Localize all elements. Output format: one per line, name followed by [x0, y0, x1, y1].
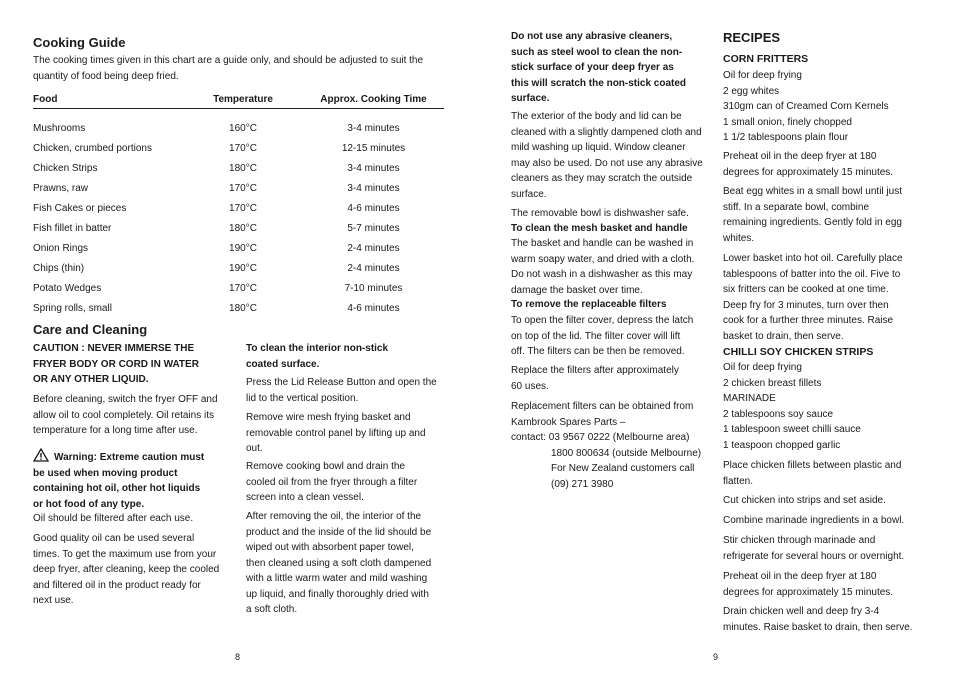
chilli-step-5 [723, 569, 933, 600]
recipes-title: RECIPES [723, 30, 781, 45]
ingredient-line: 2 egg whites [723, 85, 780, 97]
text-line: Remove cooking bowl and drain the [246, 461, 405, 472]
warning-line: such as steel wool to clean the non- [511, 46, 683, 58]
text-line: with a little warm water and mild washing [246, 573, 428, 584]
interior-step-2 [246, 410, 451, 457]
corn-fritters-ingredients [723, 68, 928, 146]
contact-line: For New Zealand customers call [551, 463, 695, 474]
food-cell: Fish fillet in batter [33, 223, 112, 235]
warning-line: Warning: Extreme caution must [54, 452, 205, 463]
corn-fritters-title: CORN FRITTERS [723, 53, 809, 65]
text-line: Deep fry for 3 minutes, turn over then [723, 299, 889, 311]
table-row [33, 299, 444, 319]
ingredient-line: 1 teaspoon chopped garlic [723, 439, 841, 451]
food-cell: Chicken, crumbed portions [33, 142, 152, 154]
text-line: To open the filter cover, depress the latch [511, 315, 694, 326]
table-row [33, 138, 444, 158]
text-line: refrigerate for several hours or overnight. [723, 550, 905, 562]
food-cell: Chicken Strips [33, 162, 98, 174]
interior-step-4 [246, 509, 451, 618]
text-line: Drain chicken well and deep fry 3-4 [723, 606, 880, 617]
warning-line: or hot food of any type. [33, 498, 145, 510]
ingredient-line: 310gm can of Creamed Corn Kernels [723, 101, 889, 112]
caution-line: OR ANY OTHER LIQUID. [33, 374, 149, 385]
text-line: Remove wire mesh frying basket and [246, 412, 411, 423]
text-line: stiff. In a separate bowl, combine [723, 201, 870, 213]
chilli-step-2: Cut chicken into strips and set aside. [723, 495, 886, 506]
time-cell: 2-4 minutes [347, 243, 400, 255]
interior-step-3 [246, 459, 451, 506]
interior-heading [246, 341, 451, 372]
page-number-left: 8 [235, 652, 241, 662]
text-line: Beat egg whites in a small bowl until just [723, 186, 902, 197]
table-row [33, 279, 444, 299]
text-line: Press the Lid Release Button and open the [246, 377, 437, 388]
text-line: allow oil to cool completely. Oil retains its [33, 409, 214, 421]
oil-reuse-paragraph [33, 531, 243, 609]
text-line: lid to the vertical position. [246, 392, 359, 404]
text-line: remaining ingredients. Gently fold in egg [723, 217, 902, 228]
ingredient-line: 1 1/2 tablespoons plain flour [723, 132, 849, 143]
text-line: Preheat oil in the deep fryer at 180 [723, 571, 877, 582]
cooking-guide-intro: The cooking times given in this chart are a guide only, and should be adjusted to suit the quantity of food being deep fried. [33, 55, 424, 82]
text-line: and filtered oil in the product ready for [33, 579, 201, 591]
text-line: cleaned with a slightly dampened cloth and [511, 126, 702, 138]
text-line: The basket and handle can be washed in [511, 238, 694, 249]
text-line: Preheat oil in the deep fryer at 180 [723, 151, 877, 162]
time-cell: 4-6 minutes [347, 202, 400, 214]
text-line: whites. [723, 232, 755, 244]
contact-line: (09) 271 3980 [551, 478, 614, 490]
text-line: Place chicken fillets between plastic and [723, 460, 902, 471]
text-line: warm soapy water, and dried with a cloth. [511, 253, 695, 265]
corn-step-2 [723, 184, 933, 246]
time-cell: 4-6 minutes [347, 303, 400, 315]
text-line: on top of the lid. The filter cover will lift [511, 330, 681, 342]
caution-line: CAUTION : NEVER IMMERSE THE [33, 343, 195, 354]
food-cell: Prawns, raw [33, 182, 89, 194]
mesh-basket-body [511, 236, 716, 298]
time-cell: 3-4 minutes [347, 162, 400, 174]
ingredient-line: MARINADE [723, 393, 776, 404]
contact-line: contact: 03 9567 0222 (Melbourne area) [511, 432, 690, 443]
exterior-cleaning-paragraph [511, 109, 716, 202]
chilli-step-1 [723, 458, 933, 489]
text-line: times. To get the maximum use from your [33, 548, 217, 560]
text-line: a soft cloth. [246, 604, 298, 615]
text-line: Do not wash in a dishwasher as this may [511, 269, 693, 280]
text-line: degrees for approximately 15 minutes. [723, 586, 894, 598]
cooking-guide-title: Cooking Guide [33, 35, 126, 50]
text-line: deep fryer, after cleaning, keep the cooled [33, 564, 220, 575]
food-cell: Mushrooms [33, 122, 86, 134]
temperature-cell: 180°C [229, 162, 257, 174]
dishwasher-note: The removable bowl is dishwasher safe. [511, 208, 689, 219]
heading-line: coated surface. [246, 358, 320, 370]
table-row [33, 178, 444, 198]
filters-body [511, 313, 716, 360]
text-line: Replace the filters after approximately [511, 365, 679, 376]
ingredient-line: 1 small onion, finely chopped [723, 116, 852, 128]
time-cell: 7-10 minutes [344, 283, 403, 295]
table-row [33, 218, 444, 238]
text-line: cleaners as they may scratch the outside [511, 173, 693, 184]
text-line: tablespoons of batter into the oil. Five to [723, 268, 901, 280]
header-temperature: Temperature [213, 94, 273, 105]
text-line: then cleaned using a soft cloth dampened [246, 557, 432, 569]
chilli-soy-title: CHILLI SOY CHICKEN STRIPS [723, 346, 874, 358]
table-row [33, 198, 444, 218]
text-line: After removing the oil, the interior of the [246, 511, 422, 522]
time-cell: 5-7 minutes [347, 223, 400, 235]
text-line: temperature for a long time after use. [33, 425, 198, 436]
table-row [33, 158, 444, 178]
text-line: six fritters can be cooked at one time. [723, 284, 889, 295]
text-line: next use. [33, 595, 74, 606]
ingredient-line: Oil for deep frying [723, 70, 802, 81]
immersion-caution [33, 341, 238, 388]
page-number-right: 9 [713, 652, 719, 662]
temperature-cell: 180°C [229, 223, 257, 235]
interior-step-1 [246, 375, 451, 406]
table-row [33, 118, 444, 138]
warning-triangle-icon [33, 448, 49, 462]
text-line: may also be used. Do not use any abrasive [511, 157, 703, 169]
food-cell: Potato Wedges [33, 283, 102, 295]
chilli-step-3: Combine marinade ingredients in a bowl. [723, 515, 905, 526]
caution-line: FRYER BODY OR CORD IN WATER [33, 358, 199, 370]
temperature-cell: 160°C [229, 122, 257, 134]
abrasive-warning [511, 29, 716, 107]
temperature-cell: 190°C [229, 243, 257, 255]
replace-filters-paragraph [511, 363, 716, 394]
warning-line: Do not use any abrasive cleaners, [511, 31, 673, 42]
warning-line: stick surface of your deep fryer as [511, 62, 674, 73]
header-food: Food [33, 94, 58, 105]
text-line: Lower basket into hot oil. Carefully place [723, 253, 903, 264]
text-line: up liquid, and finally thoroughly dried with [246, 588, 429, 600]
chilli-step-4 [723, 533, 938, 564]
text-line: Before cleaning, switch the fryer OFF and [33, 394, 218, 405]
care-cleaning-title: Care and Cleaning [33, 322, 148, 337]
text-line: The exterior of the body and lid can be [511, 111, 682, 122]
text-line: out. [246, 443, 263, 454]
time-cell: 2-4 minutes [347, 263, 400, 275]
text-line: minutes. Raise basket to drain, then serve. [723, 621, 913, 633]
food-cell: Chips (thin) [33, 263, 85, 275]
mesh-basket-heading: To clean the mesh basket and handle [511, 223, 688, 234]
chilli-step-6 [723, 604, 938, 635]
text-line: Replacement filters can be obtained from [511, 401, 694, 412]
temperature-cell: 170°C [229, 202, 257, 214]
contact-block [511, 430, 721, 492]
header-time: Approx. Cooking Time [320, 94, 427, 105]
contact-line: 1800 800634 (outside Melbourne) [551, 447, 702, 459]
text-line: Stir chicken through marinade and [723, 535, 876, 546]
ingredient-line: 2 chicken breast fillets [723, 377, 822, 389]
warning-line: containing hot oil, other hot liquids [33, 483, 201, 494]
temperature-cell: 170°C [229, 283, 257, 295]
text-line: damage the basket over time. [511, 284, 643, 296]
cooking-table [33, 91, 444, 319]
text-line: 60 uses. [511, 380, 549, 392]
text-line: cooled oil from the fryer through a filter [246, 476, 418, 488]
food-cell: Spring rolls, small [33, 303, 112, 315]
text-line: flatten. [723, 475, 754, 487]
ingredient-line: 2 tablespoons soy sauce [723, 408, 834, 420]
text-line: Kambrook Spares Parts – [511, 416, 626, 428]
ingredient-line: 1 tablespoon sweet chilli sauce [723, 424, 861, 435]
table-row [33, 259, 444, 279]
food-cell: Fish Cakes or pieces [33, 202, 127, 214]
cooking-table-header [33, 91, 444, 109]
text-line: degrees for approximately 15 minutes. [723, 166, 894, 178]
temperature-cell: 190°C [229, 263, 257, 275]
text-line: off. The filters can be then be removed. [511, 346, 685, 357]
text-line: mild washing up liquid. Window cleaner [511, 142, 686, 153]
text-line: surface. [511, 188, 547, 200]
food-cell: Onion Rings [33, 243, 89, 255]
text-line: removable control panel by lifting up and [246, 427, 426, 439]
corn-step-1 [723, 149, 928, 180]
text-line: cook for a further three minutes. Raise [723, 315, 894, 326]
ingredient-line: Oil for deep frying [723, 362, 802, 373]
text-line: wiped out with absorbent paper towel, [246, 542, 414, 553]
temperature-cell: 180°C [229, 303, 257, 315]
time-cell: 12-15 minutes [341, 142, 406, 154]
replacement-filters-paragraph [511, 399, 716, 430]
temperature-cell: 170°C [229, 142, 257, 154]
warning-line: this will scratch the non-stick coated [511, 77, 687, 89]
table-row [33, 239, 444, 259]
temperature-cell: 170°C [229, 182, 257, 194]
text-line: screen into a clean vessel. [246, 492, 364, 503]
chilli-soy-ingredients [723, 360, 928, 453]
time-cell: 3-4 minutes [347, 182, 400, 194]
text-line: Good quality oil can be used several [33, 533, 195, 544]
corn-step-3 [723, 251, 933, 344]
text-line: basket to drain, then serve. [723, 330, 844, 342]
text-line: product and the inside of the lid should be [246, 526, 432, 538]
time-cell: 3-4 minutes [347, 122, 400, 134]
heading-line: To clean the interior non-stick [246, 343, 389, 354]
hot-oil-warning [33, 448, 243, 512]
warning-line: be used when moving product [33, 467, 178, 479]
filter-oil-note: Oil should be filtered after each use. [33, 513, 194, 524]
warning-line: surface. [511, 93, 550, 104]
filters-heading: To remove the replaceable filters [511, 299, 667, 310]
cooling-paragraph [33, 392, 238, 439]
